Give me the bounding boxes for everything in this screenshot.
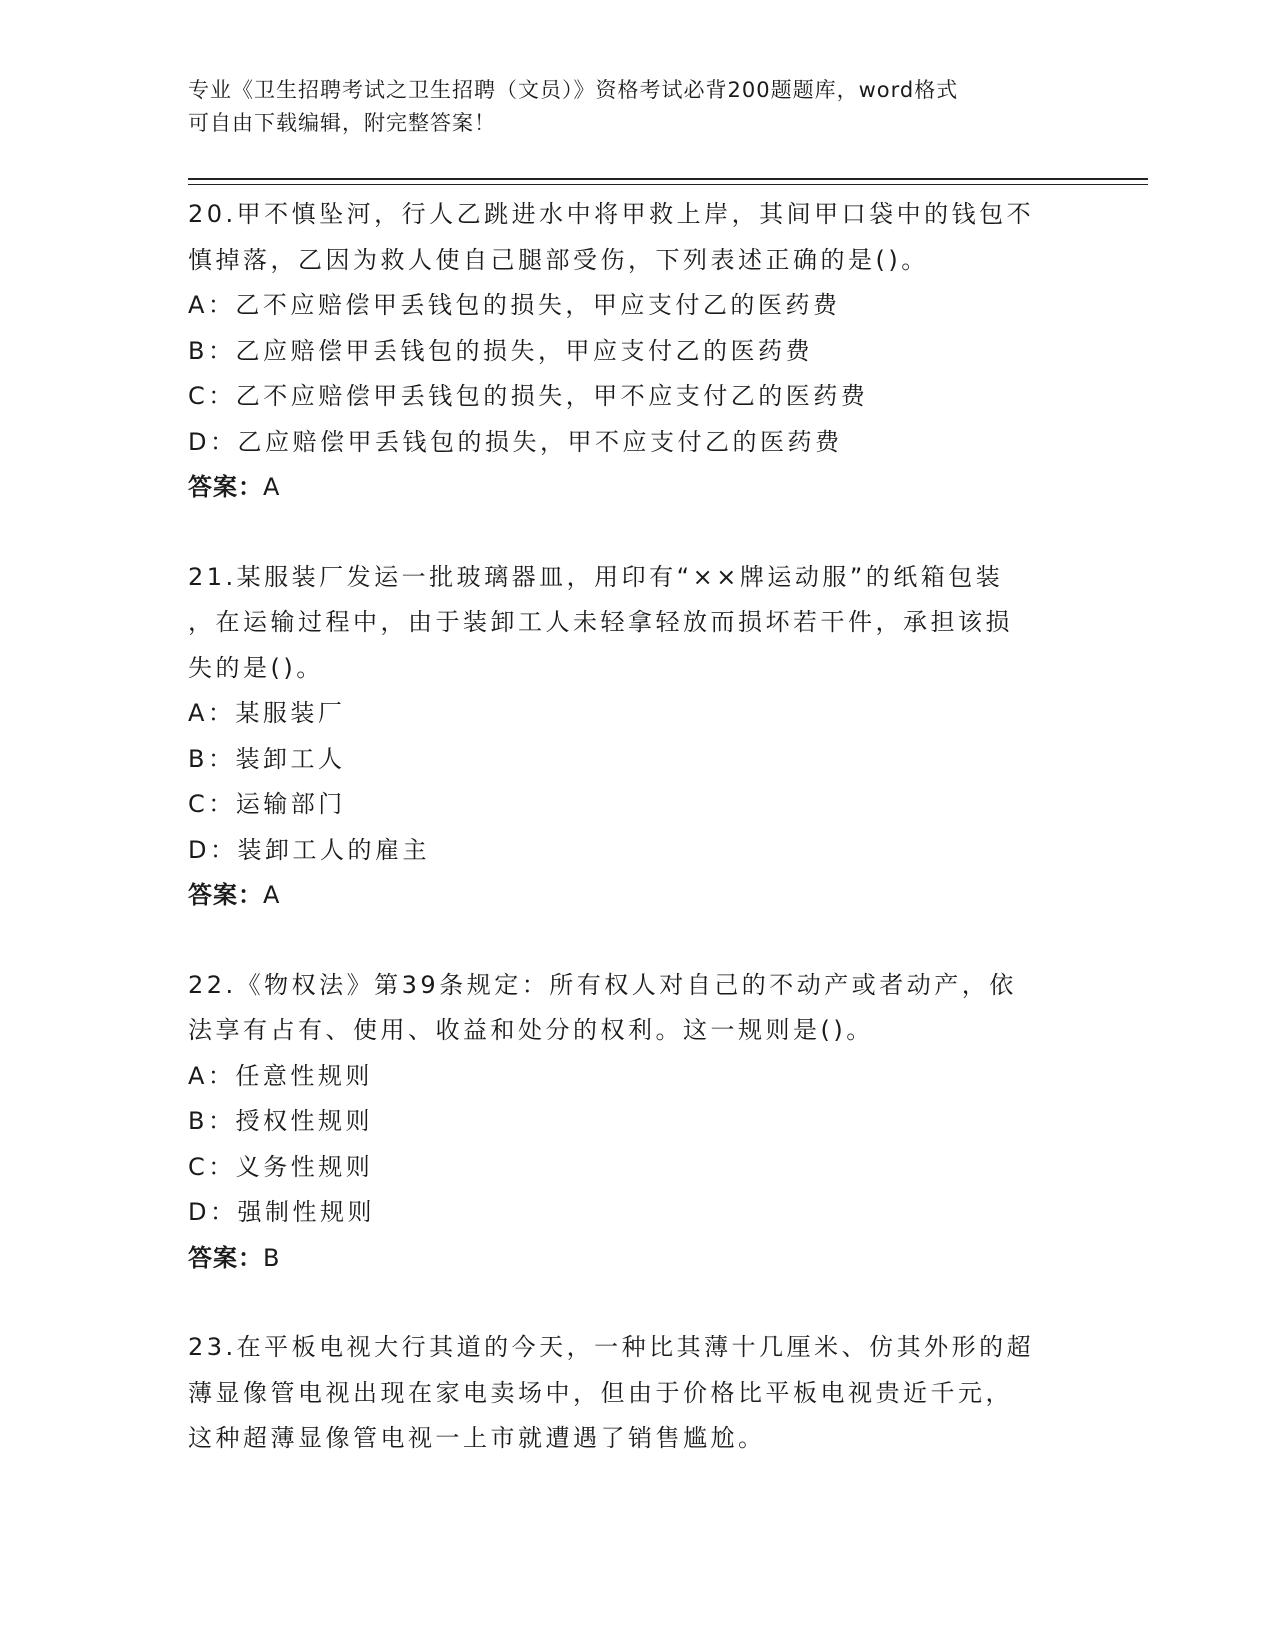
header-rule-thick [188, 178, 1148, 180]
option-b: B：装卸工人 [188, 744, 346, 773]
question-stem-line: 22.《物权法》第39条规定：所有权人对自己的不动产或者动产，依 [188, 970, 1017, 999]
answer-value: B [263, 1243, 281, 1272]
option-d: D：强制性规则 [188, 1198, 375, 1226]
answer-value: A [263, 881, 281, 909]
option-a: A：任意性规则 [188, 1061, 373, 1090]
question-20 [188, 192, 1088, 511]
option-c: C：义务性规则 [188, 1152, 374, 1181]
option-a: A：乙不应赔偿甲丢钱包的损失，甲应支付乙的医药费 [188, 291, 841, 319]
question-stem-line: 慎掉落，乙因为救人使自己腿部受伤，下列表述正确的是()。 [188, 245, 929, 274]
answer-value: A [263, 473, 281, 501]
question-21 [188, 555, 1088, 919]
answer-line [188, 465, 1088, 511]
header-line-1: 专业《卫生招聘考试之卫生招聘（文员）》资格考试必背200题题库，word格式 [188, 78, 959, 102]
question-stem-line: 20.甲不慎坠河，行人乙跳进水中将甲救上岸，其间甲口袋中的钱包不 [188, 200, 1035, 228]
option-c: C：运输部门 [188, 790, 346, 818]
option-a: A：某服装厂 [188, 699, 346, 727]
answer-line [188, 873, 1088, 919]
option-d: D：装卸工人的雇主 [188, 835, 430, 864]
question-stem-line: 这种超薄显像管电视一上市就遭遇了销售尴尬。 [188, 1424, 766, 1452]
answer-label: 答案： [188, 1243, 263, 1272]
option-c: C：乙不应赔偿甲丢钱包的损失，甲不应支付乙的医药费 [188, 382, 869, 410]
document-header [188, 74, 1088, 140]
option-b: B：授权性规则 [188, 1107, 373, 1135]
question-stem-line: 失的是()。 [188, 653, 324, 682]
question-stem-line: 法享有占有、使用、收益和处分的权利。这一规则是()。 [188, 1016, 874, 1044]
answer-line [188, 1236, 1088, 1282]
question-list [188, 192, 1088, 1506]
answer-label: 答案： [188, 473, 263, 501]
option-b: B：乙应赔偿甲丢钱包的损失，甲应支付乙的医药费 [188, 336, 813, 365]
question-stem-line: 23.在平板电视大行其道的今天，一种比其薄十几厘米、仿其外形的超 [188, 1333, 1035, 1361]
header-rule-thin [188, 184, 1148, 185]
question-stem-line: 21.某服装厂发运一批玻璃器皿，用印有“××牌运动服”的纸箱包装 [188, 562, 1004, 591]
question-stem-line: 薄显像管电视出现在家电卖场中，但由于价格比平板电视贵近千元， [188, 1378, 1013, 1407]
question-22 [188, 963, 1088, 1282]
option-d: D：乙应赔偿甲丢钱包的损失，甲不应支付乙的医药费 [188, 427, 843, 456]
answer-label: 答案： [188, 881, 263, 909]
question-stem-line: ，在运输过程中，由于装卸工人未轻拿轻放而损坏若干件，承担该损 [188, 608, 1013, 636]
header-line-2: 可自由下载编辑，附完整答案！ [188, 111, 496, 135]
question-23 [188, 1325, 1088, 1462]
